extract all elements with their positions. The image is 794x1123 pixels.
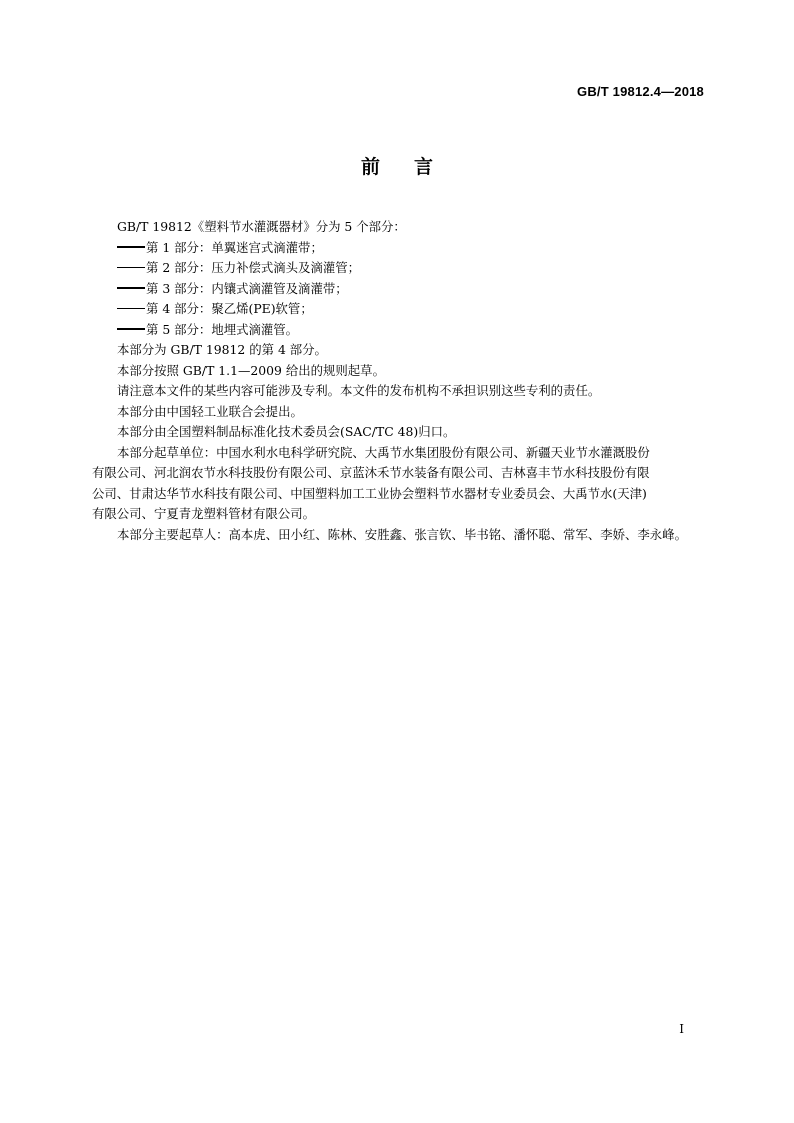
list-item-text: 第 4 部分：聚乙烯(PE)软管；	[146, 301, 313, 316]
foreword-body	[92, 217, 689, 545]
drafters-paragraph: 本部分主要起草人：高本虎、田小红、陈林、安胜鑫、张言钦、毕书铭、潘怀聪、常军、李娇、李永峰。	[117, 526, 687, 542]
list-item-text: 第 5 部分：地埋式滴灌管。	[146, 321, 299, 337]
list-item	[117, 279, 689, 300]
managed-by-paragraph: 本部分由全国塑料制品标准化技术委员会(SAC/TC 48)归口。	[117, 424, 456, 439]
drafting-units-line: 公司、甘肃达华节水科技有限公司、中国塑料加工工业协会塑料节水器材专业委员会、大禹节水(天津)	[92, 485, 647, 501]
em-dash-mark	[117, 308, 145, 310]
list-item	[117, 258, 689, 279]
em-dash-mark	[117, 287, 145, 289]
proposed-by-paragraph: 本部分由中国轻工业联合会提出。	[117, 403, 303, 419]
list-item-text: 第 3 部分：内镶式滴灌管及滴灌带；	[146, 280, 348, 296]
list-item-text: 第 1 部分：单翼迷宫式滴灌带；	[146, 239, 323, 255]
list-item	[117, 299, 689, 320]
drafting-units-line: 有限公司、宁夏青龙塑料管材有限公司。	[92, 506, 316, 521]
patent-notice-paragraph: 请注意本文件的某些内容可能涉及专利。本文件的发布机构不承担识别这些专利的责任。	[117, 383, 601, 398]
em-dash-mark	[117, 267, 145, 269]
em-dash-mark	[117, 328, 145, 330]
drafting-units-line: 本部分起草单位：中国水利水电科学研究院、大禹节水集团股份有限公司、新疆天业节水灌溉股份	[117, 444, 650, 460]
page-title: 前言	[360, 156, 467, 178]
intro-paragraph: GB/T 19812《塑料节水灌溉器材》分为 5 个部分：	[117, 219, 406, 234]
em-dash-mark	[117, 246, 145, 248]
this-part-paragraph: 本部分为 GB/T 19812 的第 4 部分。	[117, 342, 327, 357]
drafting-units-line: 有限公司、河北润农节水科技股份有限公司、京蓝沐禾节水装备有限公司、吉林喜丰节水科技股份有限	[92, 465, 650, 480]
drafting-units-paragraph	[92, 443, 689, 525]
list-item	[117, 320, 689, 341]
list-item	[117, 238, 689, 259]
list-item-text: 第 2 部分：压力补偿式滴头及滴灌管；	[146, 260, 361, 275]
document-code: GB/T 19812.4—2018	[577, 84, 704, 99]
drafting-rules-paragraph: 本部分按照 GB/T 1.1—2009 给出的规则起草。	[117, 362, 385, 378]
page-number: I	[679, 1022, 684, 1036]
